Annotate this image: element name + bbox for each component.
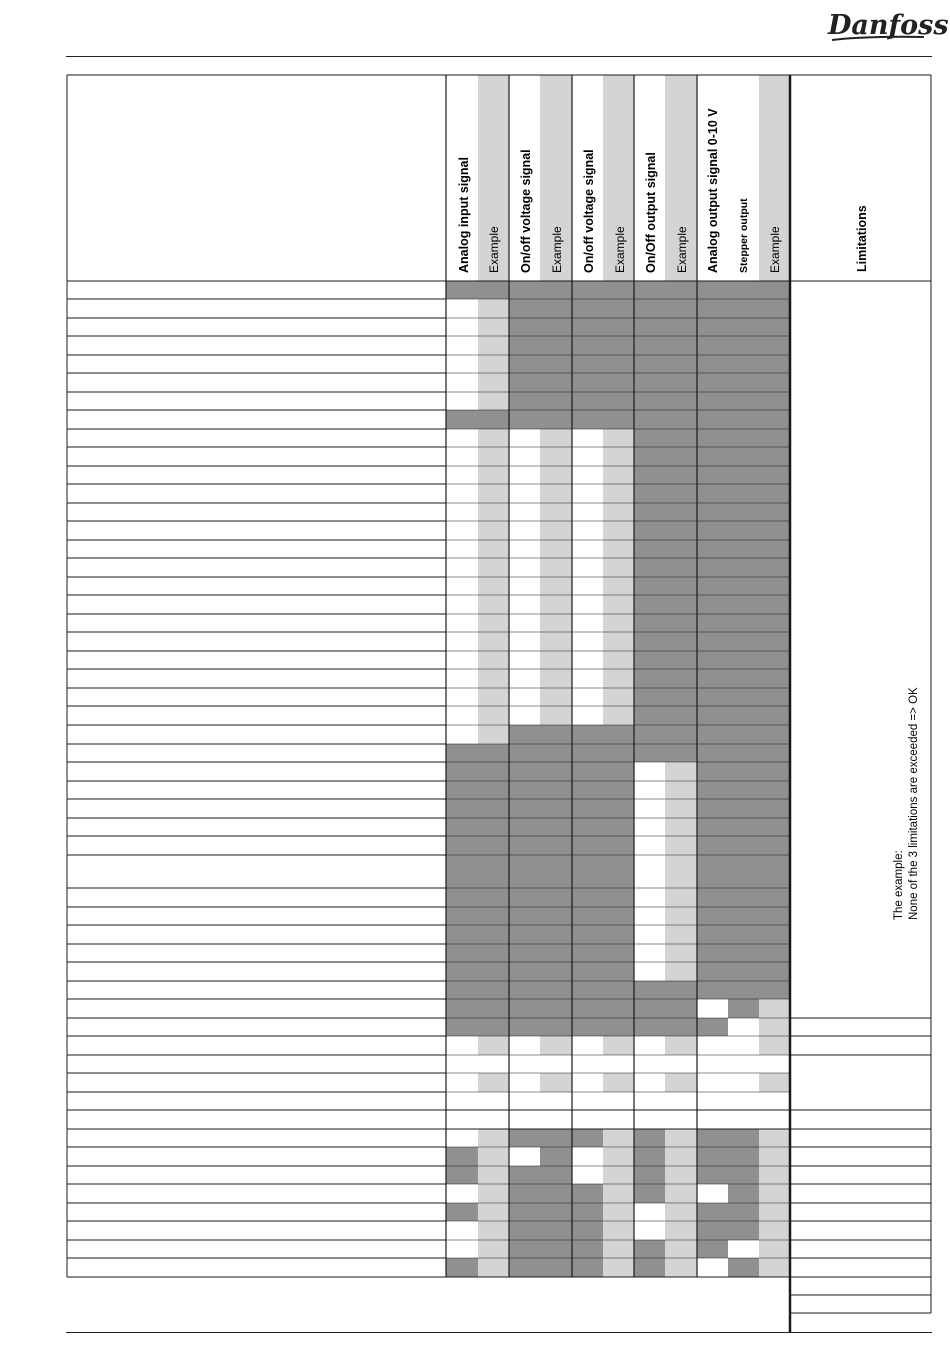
table-cell xyxy=(478,1036,509,1055)
table-cell xyxy=(665,1073,697,1092)
table-cell xyxy=(509,632,540,651)
table-cell xyxy=(603,614,634,632)
table-cell xyxy=(603,1240,634,1258)
table-cell xyxy=(509,1129,540,1147)
table-cell xyxy=(509,466,540,484)
table-cell xyxy=(572,1073,603,1092)
table-cell xyxy=(446,1073,478,1092)
table-cell xyxy=(446,429,478,447)
table-cell xyxy=(540,632,572,651)
table-cell xyxy=(572,669,603,688)
table-cell xyxy=(572,688,603,706)
col-example-onoff-output: Example xyxy=(675,226,689,273)
table-cell xyxy=(634,1036,665,1055)
table-cell xyxy=(603,632,634,651)
table-cell xyxy=(603,503,634,521)
table-cell xyxy=(446,1147,478,1166)
table-cell xyxy=(665,1203,697,1221)
table-cell xyxy=(697,1240,728,1258)
table-cell xyxy=(446,336,478,355)
table-cell xyxy=(509,429,540,447)
table-cell xyxy=(603,1036,634,1055)
table-cell xyxy=(697,1073,728,1092)
table-cell xyxy=(540,429,572,447)
table-cell xyxy=(478,1129,509,1147)
table-cell xyxy=(478,484,509,503)
table-cell xyxy=(603,577,634,595)
table-cell xyxy=(446,1129,478,1147)
table-cell xyxy=(665,1129,697,1147)
table-cell xyxy=(572,1036,603,1055)
table-cell xyxy=(697,1018,728,1036)
table-cell xyxy=(509,1147,540,1166)
table-cell xyxy=(478,429,509,447)
table-cell xyxy=(540,595,572,614)
table-cell xyxy=(478,614,509,632)
table-cell xyxy=(446,318,478,336)
table-cell xyxy=(509,484,540,503)
table-cell xyxy=(572,706,603,725)
table-cell xyxy=(697,281,790,999)
table-cell xyxy=(540,1203,572,1221)
table-cell xyxy=(478,577,509,595)
table-cell xyxy=(509,503,540,521)
table-cell xyxy=(509,1073,540,1092)
table-cell xyxy=(540,558,572,577)
table-cell xyxy=(728,1240,759,1258)
table-cell xyxy=(446,1203,478,1221)
table-cell xyxy=(572,447,603,466)
col-example-analog-input: Example xyxy=(487,226,501,273)
table-cell xyxy=(572,466,603,484)
table-cell xyxy=(540,503,572,521)
table-cell xyxy=(478,651,509,669)
table-cell xyxy=(509,1184,540,1203)
table-cell xyxy=(509,1203,540,1221)
table-cell xyxy=(540,1036,572,1055)
table-cell xyxy=(540,447,572,466)
table-cell xyxy=(759,1166,790,1184)
table-cell xyxy=(446,1166,478,1184)
table-cell xyxy=(446,447,478,466)
table-cell xyxy=(572,614,603,632)
table-cell xyxy=(728,1166,759,1184)
table-cell xyxy=(603,688,634,706)
table-cell xyxy=(665,1184,697,1203)
table-cell xyxy=(446,1240,478,1258)
table-cell xyxy=(446,1036,478,1055)
table-cell xyxy=(572,521,603,540)
table-cell xyxy=(634,981,697,1036)
table-cell xyxy=(697,1221,728,1240)
table-cell xyxy=(478,595,509,614)
col-example-onoff-voltage-2: Example xyxy=(613,226,627,273)
table-cell xyxy=(478,706,509,725)
table-cell xyxy=(478,318,509,336)
table-cell xyxy=(478,540,509,558)
table-cell xyxy=(509,595,540,614)
table-cell xyxy=(759,1203,790,1221)
table-cell xyxy=(540,484,572,503)
table-cell xyxy=(509,669,540,688)
table-cell xyxy=(634,1129,665,1147)
table-cell xyxy=(634,1258,665,1277)
table-cell xyxy=(478,521,509,540)
table-cell xyxy=(509,558,540,577)
table-cell xyxy=(478,669,509,688)
table-cell xyxy=(697,1184,728,1203)
table-cell xyxy=(446,1221,478,1240)
table-cell xyxy=(509,1258,540,1277)
table-cell xyxy=(572,595,603,614)
table-cell xyxy=(634,1221,665,1240)
table-cell xyxy=(478,355,509,373)
table-cell xyxy=(446,373,478,392)
table-cell xyxy=(540,1147,572,1166)
table-cell xyxy=(509,1166,540,1184)
table-cell xyxy=(665,1166,697,1184)
table-cell xyxy=(446,392,478,410)
col-example-analog-output: Example xyxy=(768,226,782,273)
table-cell xyxy=(540,577,572,595)
table-cell xyxy=(697,1166,728,1184)
table-cell xyxy=(446,1055,790,1073)
table-cell xyxy=(446,725,478,744)
table-cell xyxy=(603,447,634,466)
table-cell xyxy=(572,577,603,595)
table-cell xyxy=(759,1147,790,1166)
table-cell xyxy=(540,669,572,688)
table-cell xyxy=(540,614,572,632)
table-cell xyxy=(634,1073,665,1092)
table-cell xyxy=(446,1092,790,1110)
table-cell xyxy=(478,632,509,651)
table-cell xyxy=(728,1221,759,1240)
table-cell xyxy=(603,521,634,540)
table-cell xyxy=(446,706,478,725)
table-cell xyxy=(634,1184,665,1203)
table-cell xyxy=(509,1240,540,1258)
table-cell xyxy=(572,558,603,577)
table-cell xyxy=(603,1258,634,1277)
table-cell xyxy=(634,1166,665,1184)
table-cell xyxy=(540,521,572,540)
table-cell xyxy=(572,1240,603,1258)
table-cell xyxy=(572,1129,603,1147)
table-cell xyxy=(540,651,572,669)
limitations-header: Limitations xyxy=(855,205,869,272)
table-cell xyxy=(603,466,634,484)
table-cell xyxy=(603,484,634,503)
table-cell xyxy=(540,1073,572,1092)
table-cell xyxy=(509,540,540,558)
table-cell xyxy=(478,688,509,706)
table-cell xyxy=(603,595,634,614)
table-cell xyxy=(572,651,603,669)
table-cell xyxy=(634,1147,665,1166)
table-cell xyxy=(572,540,603,558)
table-cell xyxy=(446,577,478,595)
table-cell xyxy=(603,651,634,669)
table-cell xyxy=(572,1258,603,1277)
table-cell xyxy=(665,1036,697,1055)
table-cell xyxy=(478,1166,509,1184)
table-cell xyxy=(572,1221,603,1240)
table-cell xyxy=(478,1240,509,1258)
table-cell xyxy=(509,447,540,466)
table-cell xyxy=(478,466,509,484)
table-cell xyxy=(540,1240,572,1258)
col-title-onoff-output: On/Off output signal xyxy=(644,152,658,273)
table-cell xyxy=(728,1147,759,1166)
table-cell xyxy=(634,762,665,981)
table-cell xyxy=(540,688,572,706)
table-cell xyxy=(446,1184,478,1203)
table-cell xyxy=(509,706,540,725)
col-title-onoff-voltage-1: On/off voltage signal xyxy=(519,149,533,273)
table-cell xyxy=(478,1147,509,1166)
table-cell xyxy=(446,410,634,429)
table-cell xyxy=(540,1258,572,1277)
table-cell xyxy=(603,1221,634,1240)
col-title-analog-input: Analog input signal xyxy=(457,157,471,273)
footer-rule xyxy=(66,1332,932,1333)
table-cell xyxy=(446,299,478,318)
table-cell xyxy=(540,540,572,558)
table-cell xyxy=(759,1184,790,1203)
table-cell xyxy=(509,688,540,706)
table-cell xyxy=(728,999,759,1018)
table-cell xyxy=(572,429,603,447)
table-cell xyxy=(603,706,634,725)
table-cell xyxy=(478,447,509,466)
table-cell xyxy=(728,1129,759,1147)
table-cell xyxy=(634,1240,665,1258)
table-cell xyxy=(759,1258,790,1277)
table-cell xyxy=(478,1221,509,1240)
table-cell xyxy=(446,669,478,688)
col-example-onoff-voltage-1: Example xyxy=(550,226,564,273)
table-cell xyxy=(478,1203,509,1221)
table-cell xyxy=(540,1166,572,1184)
table-cell xyxy=(478,725,509,744)
table-cell xyxy=(572,1147,603,1166)
table-cell xyxy=(603,1166,634,1184)
table-cell xyxy=(697,1129,728,1147)
table-cell xyxy=(478,558,509,577)
table-cell xyxy=(446,466,478,484)
table-cell xyxy=(603,429,634,447)
table-cell xyxy=(446,595,478,614)
table-cell xyxy=(634,281,697,762)
table-cell xyxy=(572,503,603,521)
table-cell xyxy=(697,1147,728,1166)
table-cell xyxy=(603,1147,634,1166)
table-cell xyxy=(634,1203,665,1221)
table-cell xyxy=(728,1203,759,1221)
table-cell xyxy=(759,1018,790,1036)
table-cell xyxy=(446,281,509,299)
table-cell xyxy=(759,1073,790,1092)
table-cell xyxy=(540,1129,572,1147)
col-title-analog-output: Analog output signal 0-10 V xyxy=(706,108,720,273)
table-cell xyxy=(603,669,634,688)
table-cell xyxy=(665,1258,697,1277)
table-cell xyxy=(603,1203,634,1221)
table-cell xyxy=(572,1203,603,1221)
table-cell xyxy=(603,1073,634,1092)
limitations-note-line1: The example: xyxy=(893,850,905,920)
table-cell xyxy=(509,614,540,632)
table-cell xyxy=(446,614,478,632)
table-cell xyxy=(728,1018,759,1036)
table-cell xyxy=(728,1258,759,1277)
table-cell xyxy=(509,1221,540,1240)
table-cell xyxy=(665,1147,697,1166)
table-cell xyxy=(572,632,603,651)
table-cell xyxy=(446,744,509,1036)
table-cell xyxy=(572,484,603,503)
col-title-onoff-voltage-2: On/off voltage signal xyxy=(582,149,596,273)
col-subtitle-stepper-output: Stepper output xyxy=(738,198,750,273)
table-cell xyxy=(478,1073,509,1092)
table-cell xyxy=(603,1184,634,1203)
table-cell xyxy=(759,999,790,1018)
table-cell xyxy=(603,558,634,577)
table-cell xyxy=(540,466,572,484)
table-cell xyxy=(572,1166,603,1184)
limitations-note-line2: None of the 3 limitations are exceeded => OK xyxy=(908,687,920,920)
table-cell xyxy=(446,688,478,706)
table-cell xyxy=(728,1184,759,1203)
table-cell xyxy=(759,1240,790,1258)
table-cell xyxy=(759,1129,790,1147)
table-cell xyxy=(478,299,509,318)
table-cell xyxy=(446,558,478,577)
table-cell xyxy=(478,1258,509,1277)
table-cell xyxy=(697,1258,728,1277)
table-cell xyxy=(446,355,478,373)
table-cell xyxy=(540,706,572,725)
table-cell xyxy=(446,651,478,669)
table-cell xyxy=(509,521,540,540)
table-cell xyxy=(759,1036,790,1055)
table-cell xyxy=(540,1184,572,1203)
logo-text: Danfoss xyxy=(828,10,949,41)
table-cell xyxy=(665,1240,697,1258)
table-cell xyxy=(572,1184,603,1203)
table-cell xyxy=(509,577,540,595)
table-cell xyxy=(446,540,478,558)
table-cell xyxy=(446,503,478,521)
table-cell xyxy=(697,1036,728,1055)
table-cell xyxy=(446,1110,931,1129)
table-cell xyxy=(665,762,697,981)
table-cell xyxy=(697,999,728,1018)
table-cell xyxy=(478,373,509,392)
table-cell xyxy=(446,484,478,503)
table-cell xyxy=(509,1036,540,1055)
table-cell xyxy=(478,336,509,355)
table-cell xyxy=(478,503,509,521)
table-cell xyxy=(603,540,634,558)
table-cell xyxy=(540,1221,572,1240)
table-cell xyxy=(446,632,478,651)
table-cell xyxy=(728,1036,759,1055)
table-cell xyxy=(697,1203,728,1221)
table-cell xyxy=(665,1221,697,1240)
table-cell xyxy=(509,651,540,669)
table-cell xyxy=(728,1073,759,1092)
table-cell xyxy=(446,1258,478,1277)
table-cell xyxy=(603,1129,634,1147)
table-cell xyxy=(478,392,509,410)
table-cell xyxy=(446,521,478,540)
table-cell xyxy=(759,1221,790,1240)
table-cell xyxy=(478,1184,509,1203)
